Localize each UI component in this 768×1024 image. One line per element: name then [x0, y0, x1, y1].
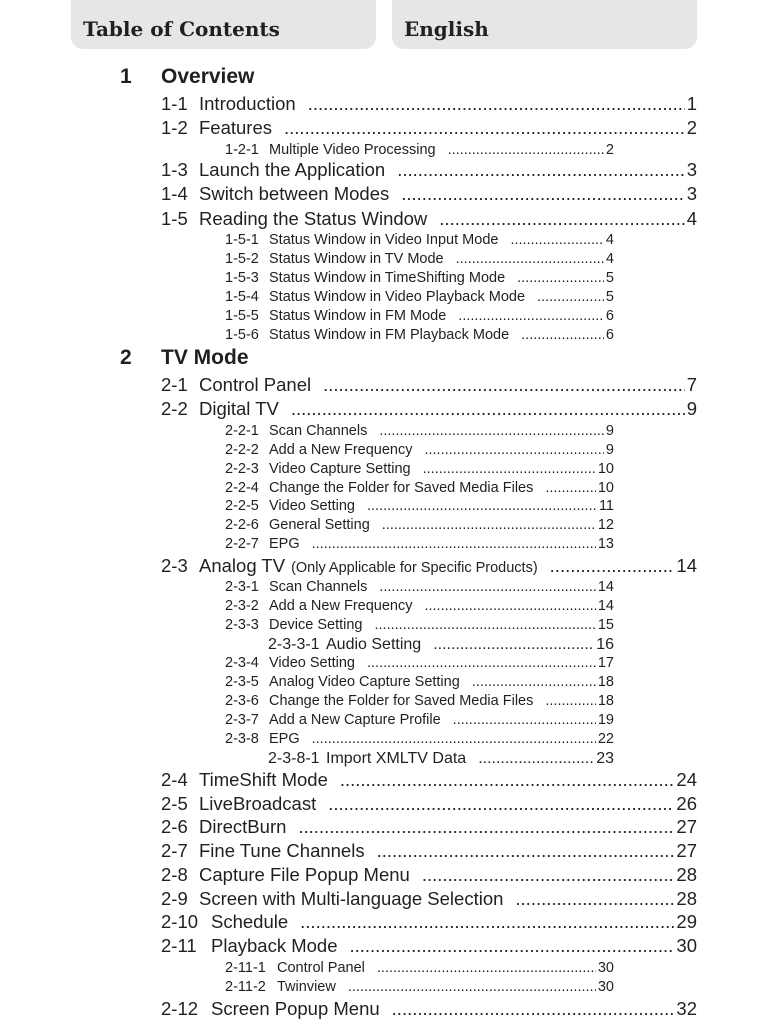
toc-entry[interactable]	[225, 232, 614, 248]
toc-entry-page: 26	[676, 793, 697, 814]
toc-entry-page: 17	[597, 655, 614, 671]
toc-entry-number: 1-1	[161, 93, 188, 114]
toc-entry-dot-leader	[348, 979, 596, 995]
toc-entry-dot-leader	[515, 888, 674, 910]
toc-entry-page: 27	[676, 840, 697, 861]
toc-entry[interactable]	[225, 579, 614, 595]
toc-entry-number: 1	[120, 65, 132, 88]
toc-entry-title: Scan Channels	[269, 579, 368, 595]
toc-entry[interactable]	[225, 423, 614, 439]
toc-entry-dot-leader	[379, 423, 604, 439]
toc-entry-dot-leader	[392, 998, 675, 1020]
toc-entry-number: 1-5-2	[225, 251, 259, 267]
toc-entry-page: 30	[597, 979, 614, 995]
toc-entry-page: 14	[676, 555, 697, 576]
toc-entry-page: 5	[605, 270, 614, 286]
toc-entry-dot-leader	[291, 398, 685, 420]
toc-entry-title: Scan Channels	[269, 423, 368, 439]
toc-entry-page: 27	[676, 816, 697, 837]
toc-entry-page: 11	[598, 498, 614, 514]
toc-entry-dot-leader	[550, 555, 675, 577]
toc-entry-number: 2-7	[161, 840, 188, 861]
toc-entry-page: 29	[676, 911, 697, 932]
toc-entry[interactable]	[161, 864, 697, 886]
toc-entry-page: 28	[676, 864, 697, 885]
toc-entry-number: 2-3-2	[225, 598, 259, 614]
toc-entry[interactable]	[161, 840, 697, 862]
toc-entry-title: Change the Folder for Saved Media Files	[269, 480, 534, 496]
toc-entry-note: (Only Applicable for Specific Products)	[291, 560, 538, 576]
toc-entry-page: 19	[597, 712, 614, 728]
toc-entry-page: 1	[686, 93, 697, 114]
toc-entry-title: LiveBroadcast	[199, 793, 317, 814]
toc-entry-dot-leader	[312, 731, 596, 747]
toc-entry-title: Schedule	[211, 911, 289, 932]
toc-entry-number: 2-2-1	[225, 423, 259, 439]
toc-entry-dot-leader	[472, 674, 596, 690]
toc-entry[interactable]	[0, 346, 697, 370]
toc-entry-title: Features	[199, 117, 273, 138]
toc-entry-title: Analog TV	[199, 555, 286, 576]
toc-entry-dot-leader	[377, 960, 596, 976]
toc-entry-dot-leader	[375, 617, 596, 633]
toc-entry-number: 2-11	[161, 935, 197, 956]
toc-entry[interactable]	[225, 960, 614, 976]
toc-entry-dot-leader	[422, 864, 675, 886]
toc-entry-dot-leader	[456, 251, 604, 267]
toc-entry[interactable]	[225, 536, 614, 552]
toc-entry-dot-leader	[300, 911, 674, 933]
toc-entry-title: Device Setting	[269, 617, 363, 633]
toc-entry[interactable]	[225, 289, 614, 305]
toc-entry[interactable]	[161, 911, 697, 933]
toc-entry-page: 4	[605, 232, 614, 248]
toc-entry[interactable]	[225, 731, 614, 747]
toc-entry[interactable]	[225, 142, 614, 158]
toc-entry-page: 30	[676, 935, 697, 956]
toc-entry-title: Introduction	[199, 93, 296, 114]
toc-entry-page: 14	[597, 598, 614, 614]
toc-entry-number: 2-3-8	[225, 731, 259, 747]
toc-entry-page: 4	[686, 208, 697, 229]
toc-entry[interactable]	[225, 498, 614, 514]
tab-table-of-contents: Table of Contents	[71, 0, 376, 49]
toc-entry[interactable]	[225, 442, 614, 458]
toc-entry-number: 2-3-6	[225, 693, 259, 709]
toc-entry-title: EPG	[269, 731, 300, 747]
toc-entry-dot-leader	[328, 793, 674, 815]
toc-entry-number: 2-2	[161, 398, 188, 419]
toc-entry-number: 2-9	[161, 888, 188, 909]
toc-entry-title: Status Window in FM Mode	[269, 308, 447, 324]
toc-entry-page: 6	[605, 327, 614, 343]
toc-entry-dot-leader	[382, 517, 596, 533]
toc-entry[interactable]	[161, 555, 697, 577]
toc-entry-title: Twinview	[277, 979, 336, 995]
toc-entry-title: Import XMLTV Data	[326, 750, 467, 767]
toc-entry-title: Overview	[161, 65, 255, 88]
toc-entry-dot-leader	[312, 536, 596, 552]
toc-entry-number: 1-5-1	[225, 232, 259, 248]
toc-entry-dot-leader	[448, 142, 604, 158]
toc-entry-number: 2	[120, 346, 132, 369]
toc-entry-number: 1-3	[161, 159, 188, 180]
toc-entry-number: 2-3-5	[225, 674, 259, 690]
toc-entry-page: 9	[605, 442, 614, 458]
toc-entry-number: 2-6	[161, 816, 188, 837]
toc-entry-title: Status Window in FM Playback Mode	[269, 327, 510, 343]
toc-entry-page: 2	[605, 142, 614, 158]
toc-entry-title: Screen Popup Menu	[211, 998, 380, 1019]
toc-entry-number: 2-2-6	[225, 517, 259, 533]
toc-entry[interactable]	[225, 270, 614, 286]
toc-entry-page: 12	[597, 517, 614, 533]
toc-entry-title: Control Panel	[277, 960, 365, 976]
toc-entry[interactable]	[161, 998, 697, 1020]
toc-entry-title: EPG	[269, 536, 300, 552]
toc-entry-number: 2-3	[161, 555, 188, 576]
toc-entry-number: 2-3-3	[225, 617, 259, 633]
toc-entry-dot-leader	[453, 712, 596, 728]
toc-entry-number: 1-5-3	[225, 270, 259, 286]
toc-entry-dot-leader	[424, 442, 603, 458]
toc-entry-title: Audio Setting	[326, 636, 422, 653]
toc-entry[interactable]	[225, 327, 614, 343]
toc-entry[interactable]	[225, 461, 614, 477]
toc-entry-number: 1-5-6	[225, 327, 259, 343]
toc-entry-dot-leader	[349, 935, 674, 957]
toc-entry-dot-leader	[510, 232, 603, 248]
toc-entry-title: Video Capture Setting	[269, 461, 411, 477]
toc-entry-title: Add a New Capture Profile	[269, 712, 441, 728]
toc-entry[interactable]	[225, 598, 614, 614]
toc-entry-page: 30	[597, 960, 614, 976]
toc-entry-title: TV Mode	[161, 346, 249, 369]
toc-entry-title: Status Window in Video Playback Mode	[269, 289, 526, 305]
toc-entry-dot-leader	[424, 598, 595, 614]
toc-entry-page: 10	[597, 461, 614, 477]
toc-entry-dot-leader	[323, 374, 685, 396]
toc-entry-page: 5	[605, 289, 614, 305]
toc-entry-page: 32	[676, 998, 697, 1019]
tab-language-english: English	[392, 0, 697, 49]
toc-entry-number: 1-5-5	[225, 308, 259, 324]
toc-entry[interactable]	[161, 208, 697, 230]
toc-entry[interactable]	[161, 769, 697, 791]
toc-entry-title: Multiple Video Processing	[269, 142, 436, 158]
toc-entry-dot-leader	[458, 308, 604, 324]
toc-entry-title: Launch the Application	[199, 159, 386, 180]
toc-entry[interactable]	[225, 251, 614, 267]
toc-entry-title: Video Setting	[269, 498, 355, 514]
toc-entry-title: Capture File Popup Menu	[199, 864, 410, 885]
toc-entry[interactable]	[225, 517, 614, 533]
toc-entry-page: 15	[597, 617, 614, 633]
toc-entry[interactable]	[268, 636, 614, 654]
toc-entry-title: Add a New Frequency	[269, 442, 413, 458]
toc-entry[interactable]	[268, 750, 614, 768]
toc-entry-page: 14	[597, 579, 614, 595]
toc-entry-page: 16	[596, 636, 614, 653]
toc-entry-dot-leader	[367, 655, 596, 671]
toc-entry-number: 2-8	[161, 864, 188, 885]
toc-entry-number: 1-2	[161, 117, 188, 138]
toc-entry-title: Fine Tune Channels	[199, 840, 365, 861]
toc-entry-page: 28	[676, 888, 697, 909]
toc-entry-title: Add a New Frequency	[269, 598, 413, 614]
toc-entry-dot-leader	[517, 270, 604, 286]
toc-entry-page: 3	[686, 159, 697, 180]
toc-entry-title: Video Setting	[269, 655, 355, 671]
toc-entry-dot-leader	[377, 840, 675, 862]
toc-entry-number: 2-1	[161, 374, 188, 395]
toc-entry-dot-leader	[379, 579, 596, 595]
toc-entry[interactable]	[161, 183, 697, 205]
toc-entry-number: 2-2-5	[225, 498, 259, 514]
toc-entry-title: Reading the Status Window	[199, 208, 428, 229]
toc-entry-page: 18	[597, 693, 614, 709]
toc-entry-page: 3	[686, 183, 697, 204]
toc-entry-title: Status Window in TV Mode	[269, 251, 444, 267]
toc-entry-title: General Setting	[269, 517, 370, 533]
toc-entry[interactable]	[161, 398, 697, 420]
toc-entry[interactable]	[225, 308, 614, 324]
toc-entry[interactable]	[225, 617, 614, 633]
toc-entry-title: TimeShift Mode	[199, 769, 328, 790]
toc-entry-page: 18	[597, 674, 614, 690]
toc-entry-number: 1-5	[161, 208, 188, 229]
toc-entry-number: 2-2-4	[225, 480, 259, 496]
toc-entry[interactable]	[161, 935, 697, 957]
toc-entry-dot-leader	[298, 816, 674, 838]
toc-entry-dot-leader	[367, 498, 597, 514]
toc-entry-page: 22	[597, 731, 614, 747]
toc-entry-dot-leader	[423, 461, 596, 477]
toc-entry[interactable]	[225, 693, 614, 709]
toc-entry-title: DirectBurn	[199, 816, 287, 837]
toc-entry-dot-leader	[284, 117, 685, 139]
toc-entry-number: 2-10	[161, 911, 199, 932]
toc-entry-dot-leader	[478, 750, 594, 768]
toc-entry-title: Control Panel	[199, 374, 312, 395]
toc-entry-dot-leader	[433, 636, 594, 654]
toc-entry-number: 2-3-4	[225, 655, 259, 671]
toc-entry-title: Switch between Modes	[199, 183, 390, 204]
toc-entry-dot-leader	[537, 289, 604, 305]
toc-entry[interactable]	[0, 65, 697, 89]
toc-entry-number: 2-4	[161, 769, 188, 790]
toc-entry-dot-leader	[308, 93, 685, 115]
toc-entry-title: Status Window in TimeShifting Mode	[269, 270, 506, 286]
toc-entry[interactable]	[161, 793, 697, 815]
toc-entry-title: Digital TV	[199, 398, 279, 419]
toc-entry-number: 1-5-4	[225, 289, 259, 305]
toc-entry[interactable]	[161, 374, 697, 396]
toc-entry-page: 6	[605, 308, 614, 324]
toc-entry-page: 24	[676, 769, 697, 790]
toc-entry[interactable]	[225, 674, 614, 690]
toc-entry-number: 2-3-3-1	[268, 636, 320, 653]
toc-entry-title: Analog Video Capture Setting	[269, 674, 460, 690]
toc-entry-page: 7	[686, 374, 697, 395]
toc-entry-title: Screen with Multi-language Selection	[199, 888, 504, 909]
toc-entry-dot-leader	[397, 159, 685, 181]
toc-entry-page: 10	[597, 480, 614, 496]
toc-entry-number: 2-5	[161, 793, 188, 814]
toc-entry[interactable]	[161, 93, 697, 115]
toc-entry-page: 4	[605, 251, 614, 267]
toc-entry-dot-leader	[340, 769, 675, 791]
toc-entry-dot-leader	[545, 480, 595, 496]
toc-entry[interactable]	[225, 480, 614, 496]
toc-entry-dot-leader	[545, 693, 595, 709]
toc-entry-page: 13	[597, 536, 614, 552]
toc-entry-title: Change the Folder for Saved Media Files	[269, 693, 534, 709]
toc-entry-number: 1-4	[161, 183, 188, 204]
toc-entry[interactable]	[225, 655, 614, 671]
toc-entry-number: 2-2-3	[225, 461, 259, 477]
toc-entry-number: 2-2-7	[225, 536, 259, 552]
toc-entry-number: 2-3-8-1	[268, 750, 320, 767]
toc-entry-number: 2-12	[161, 998, 199, 1019]
toc-entry-dot-leader	[521, 327, 604, 343]
toc-entry-dot-leader	[439, 208, 684, 230]
toc-entry[interactable]	[161, 159, 697, 181]
toc-entry[interactable]	[161, 117, 697, 139]
toc-entry-title: Status Window in Video Input Mode	[269, 232, 499, 248]
toc-entry-page: 23	[596, 750, 614, 767]
toc-entry[interactable]	[161, 816, 697, 838]
toc-entry-title: Playback Mode	[211, 935, 338, 956]
toc-entry[interactable]	[225, 979, 614, 995]
toc-entry-page: 2	[686, 117, 697, 138]
toc-entry-number: 1-2-1	[225, 142, 259, 158]
toc-entry-number: 2-3-1	[225, 579, 259, 595]
toc-entry[interactable]	[225, 712, 614, 728]
toc-entry-number: 2-11-2	[225, 979, 266, 995]
toc-entry-number: 2-11-1	[225, 960, 266, 976]
toc-entry-dot-leader	[401, 183, 684, 205]
toc-entry-number: 2-2-2	[225, 442, 259, 458]
toc-entry-number: 2-3-7	[225, 712, 259, 728]
toc-entry[interactable]	[161, 888, 697, 910]
toc-entry-page: 9	[605, 423, 614, 439]
toc-entry-page: 9	[686, 398, 697, 419]
